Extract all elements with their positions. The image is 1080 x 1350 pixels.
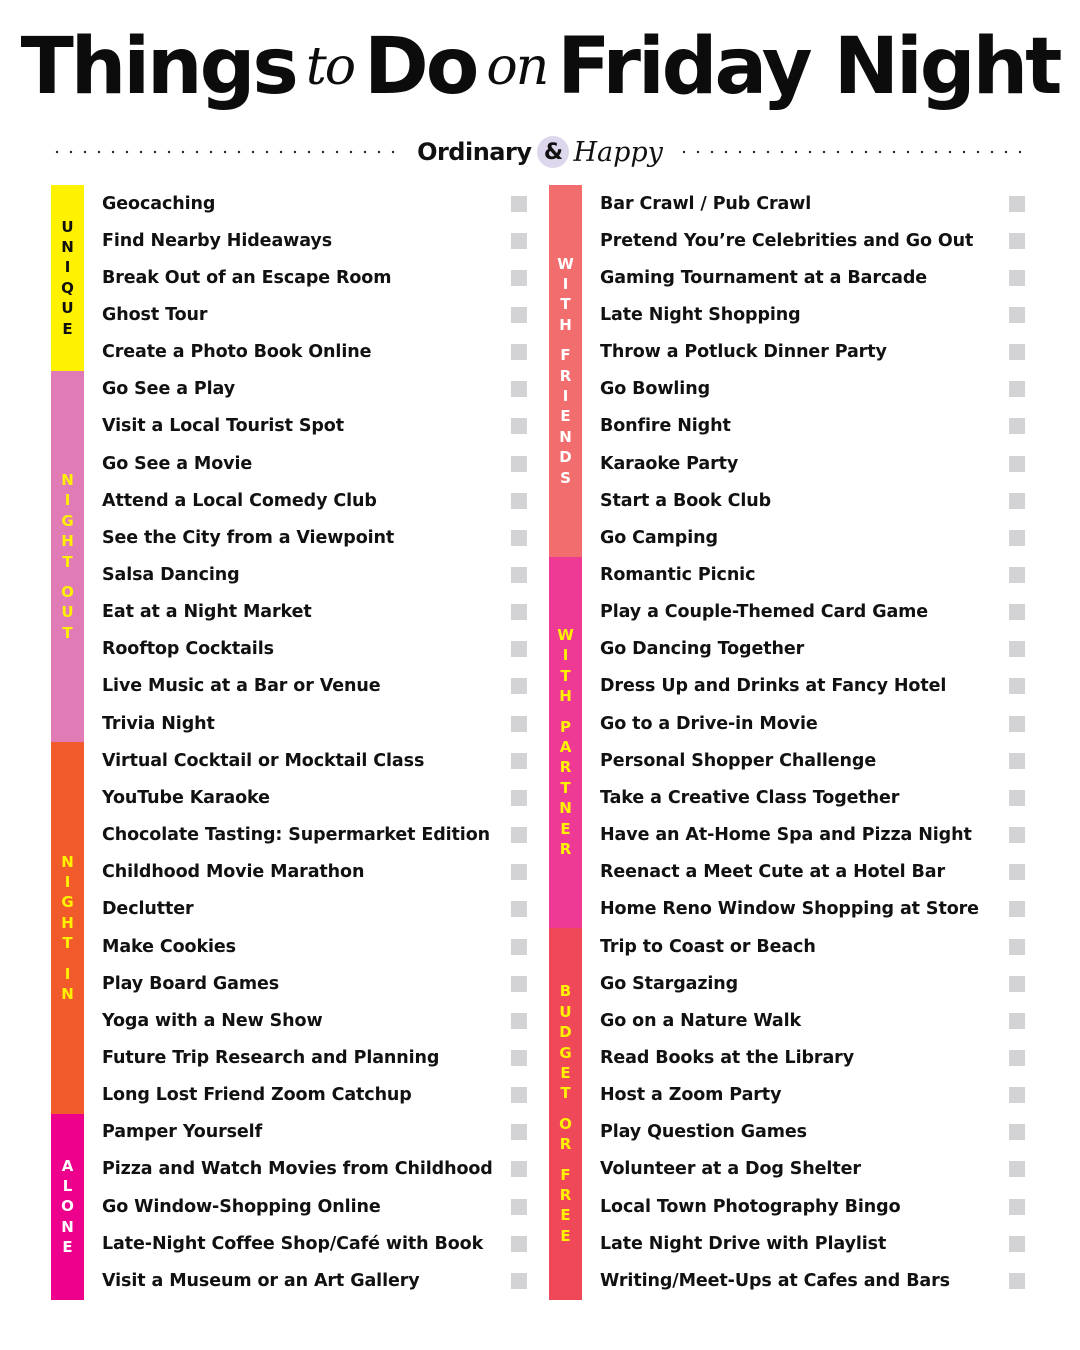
checklist-item: [102, 1114, 532, 1151]
checklist-item: [102, 1039, 532, 1076]
checklist-item: [600, 1225, 1030, 1262]
checklist-item-label: Pizza and Watch Movies from Childhood: [102, 1159, 493, 1180]
category-letter: F: [560, 1165, 571, 1184]
checklist-item-label: Attend a Local Comedy Club: [102, 490, 377, 511]
checkbox[interactable]: [511, 493, 527, 509]
checklist-item-label: Go on a Nature Walk: [600, 1010, 802, 1031]
category-letter: L: [62, 1177, 73, 1196]
checkbox[interactable]: [1009, 753, 1025, 769]
checklist-item-label: Go Dancing Together: [600, 639, 805, 660]
checklist-item-label: Read Books at the Library: [600, 1047, 855, 1068]
checklist-item-label: Ghost Tour: [102, 304, 208, 325]
category-letter: I: [562, 274, 569, 293]
checkbox[interactable]: [511, 270, 527, 286]
checkbox[interactable]: [1009, 456, 1025, 472]
checklist-item-label: See the City from a Viewpoint: [102, 527, 395, 548]
checklist-item: [600, 185, 1030, 222]
checklist-item: [102, 668, 532, 705]
checklist-item-label: Late Night Shopping: [600, 304, 801, 325]
category-bar-night-in: [51, 742, 84, 1114]
checklist-item-label: Romantic Picnic: [600, 565, 756, 585]
brand-logo: [403, 136, 677, 168]
title-friday-night: Friday Night: [557, 22, 1060, 112]
checkbox[interactable]: [511, 976, 527, 992]
checkbox[interactable]: [1009, 604, 1025, 620]
category-letter: T: [560, 666, 571, 685]
checkbox[interactable]: [1009, 196, 1025, 212]
category-letter: T: [62, 623, 73, 642]
category-letter: O: [61, 1197, 74, 1216]
category-letter: W: [557, 254, 574, 273]
category-letter: I: [64, 873, 71, 892]
checklist-item-label: Long Lost Friend Zoom Catchup: [102, 1085, 412, 1106]
checklist-item: [600, 408, 1030, 445]
checklist-item-label: Childhood Movie Marathon: [102, 862, 365, 883]
checkbox[interactable]: [1009, 270, 1025, 286]
checklist-item-label: Pretend You’re Celebrities and Go Out: [600, 230, 974, 251]
checklist-item: [600, 817, 1030, 854]
checklist-item-label: Have an At-Home Spa and Pizza Night: [600, 825, 972, 846]
brand-ordinary: Ordinary: [417, 138, 532, 166]
checklist-item: [600, 296, 1030, 333]
category-label: [61, 1156, 74, 1258]
checkbox[interactable]: [1009, 790, 1025, 806]
category-label: [61, 217, 74, 339]
checklist-item-label: Chocolate Tasting: Supermarket Edition: [102, 825, 490, 846]
checkbox[interactable]: [511, 827, 527, 843]
checklist-item: [600, 1114, 1030, 1151]
checklist-item: [600, 668, 1030, 705]
checklist-item-label: Bar Crawl / Pub Crawl: [600, 193, 812, 214]
checklist-item-label: Trip to Coast or Beach: [600, 936, 816, 957]
checklist-item-label: Go Camping: [600, 527, 718, 548]
checklist-item-label: Host a Zoom Party: [600, 1085, 782, 1106]
checklist-item-label: Visit a Local Tourist Spot: [102, 416, 344, 437]
checkbox[interactable]: [1009, 976, 1025, 992]
checklist-item-label: Live Music at a Bar or Venue: [102, 676, 381, 697]
checklist-item: [102, 1262, 532, 1299]
brand-ampersand-circle: &: [537, 136, 569, 168]
checklist-item: [102, 408, 532, 445]
checkbox[interactable]: [511, 716, 527, 732]
checklist-item-label: Start a Book Club: [600, 490, 772, 511]
checklist-item: [102, 1188, 532, 1225]
checklist-item: [600, 371, 1030, 408]
checkbox[interactable]: [1009, 716, 1025, 732]
category-letter: W: [557, 626, 574, 645]
checklist-item: [102, 334, 532, 371]
category-letter: I: [64, 964, 71, 983]
checklist-item: [102, 779, 532, 816]
checklist-item-label: Eat at a Night Market: [102, 602, 312, 623]
category-letter: E: [560, 407, 571, 426]
checklist-item-label: YouTube Karaoke: [102, 787, 270, 808]
checkbox[interactable]: [511, 641, 527, 657]
checkbox[interactable]: [511, 1087, 527, 1103]
checklist-item-label: Late Night Drive with Playlist: [600, 1233, 887, 1254]
checklist-item: [600, 965, 1030, 1002]
checklist-item: [600, 891, 1030, 928]
category-letter: I: [562, 646, 569, 665]
checklist-item-label: Personal Shopper Challenge: [600, 750, 877, 771]
category-letter: P: [559, 717, 571, 736]
category-label: [557, 254, 574, 488]
checklist-item-label: Play Question Games: [600, 1122, 807, 1143]
checklist-item-label: Declutter: [102, 899, 194, 920]
category-letter: N: [61, 984, 74, 1003]
checklist-item-label: Volunteer at a Dog Shelter: [600, 1159, 861, 1180]
checkbox[interactable]: [1009, 1050, 1025, 1066]
brand-row: [50, 132, 1030, 172]
checkbox[interactable]: [511, 530, 527, 546]
category-letter: F: [560, 346, 571, 365]
checklist-item-label: Salsa Dancing: [102, 565, 240, 585]
checklist-item: [600, 519, 1030, 556]
checklist-item-label: Home Reno Window Shopping at Store: [600, 899, 979, 920]
page-title: [0, 22, 1080, 112]
checklist-item: [102, 891, 532, 928]
checkbox[interactable]: [1009, 901, 1025, 917]
category-letter: R: [559, 1135, 572, 1154]
checklist-item: [600, 1262, 1030, 1299]
checkbox[interactable]: [511, 344, 527, 360]
checklist-item: [600, 334, 1030, 371]
checklist-item: [102, 259, 532, 296]
checkbox[interactable]: [511, 567, 527, 583]
checkbox[interactable]: [511, 1161, 527, 1177]
checklist-item: [600, 1151, 1030, 1188]
category-letter: T: [560, 295, 571, 314]
category-letter: T: [62, 934, 73, 953]
checkbox[interactable]: [511, 381, 527, 397]
category-letter: N: [559, 427, 572, 446]
category-letter: R: [559, 758, 572, 777]
title-to: to: [305, 37, 355, 97]
checkbox[interactable]: [511, 790, 527, 806]
category-letter: H: [61, 532, 74, 551]
checkbox[interactable]: [1009, 678, 1025, 694]
category-label: [557, 625, 574, 859]
checkbox[interactable]: [511, 753, 527, 769]
title-do: Do: [364, 22, 477, 112]
category-letter: U: [61, 299, 74, 318]
category-letter: N: [559, 799, 572, 818]
checklist-item: [600, 1039, 1030, 1076]
checklist-item: [600, 928, 1030, 965]
category-letter: N: [61, 238, 74, 257]
checklist-item: [102, 965, 532, 1002]
category-letter: D: [559, 1023, 572, 1042]
checklist-item-label: Trivia Night: [102, 713, 215, 734]
checklist-item: [600, 705, 1030, 742]
category-letter: H: [61, 913, 74, 932]
checklist-item: [600, 222, 1030, 259]
checklist-item: [102, 557, 532, 594]
checklist-item-label: Make Cookies: [102, 936, 236, 957]
category-letter: H: [559, 315, 572, 334]
checklist-item: [600, 1077, 1030, 1114]
checkbox[interactable]: [511, 196, 527, 212]
category-bar-budget-or-free: [549, 928, 582, 1300]
checklist-item-label: Virtual Cocktail or Mocktail Class: [102, 750, 425, 771]
checklist-item: [600, 779, 1030, 816]
checkbox[interactable]: [511, 939, 527, 955]
category-letter: D: [559, 448, 572, 467]
checkbox[interactable]: [1009, 418, 1025, 434]
category-letter: Q: [61, 278, 74, 297]
checkbox[interactable]: [511, 864, 527, 880]
checklist-item-label: Break Out of an Escape Room: [102, 267, 392, 288]
checklist-item: [102, 445, 532, 482]
checkbox[interactable]: [1009, 307, 1025, 323]
category-letter: R: [559, 366, 572, 385]
checklist-item-label: Find Nearby Hideaways: [102, 230, 333, 251]
checkbox[interactable]: [511, 901, 527, 917]
checkbox[interactable]: [1009, 493, 1025, 509]
checklist-item-label: Late-Night Coffee Shop/Café with Book: [102, 1233, 484, 1254]
checklist-item-label: Pamper Yourself: [102, 1122, 263, 1143]
category-letter: E: [560, 819, 571, 838]
category-letter: N: [61, 470, 74, 489]
checklist-item: [600, 482, 1030, 519]
checkbox[interactable]: [511, 418, 527, 434]
checklist-item: [102, 1002, 532, 1039]
category-letter: S: [560, 468, 571, 487]
checklist-item: [102, 1077, 532, 1114]
checklist-item: [600, 557, 1030, 594]
category-letter: I: [64, 491, 71, 510]
category-letter: G: [559, 1043, 572, 1062]
checkbox[interactable]: [1009, 567, 1025, 583]
category-letter: E: [62, 319, 73, 338]
checklist-item-label: Take a Creative Class Together: [600, 787, 900, 808]
checkbox[interactable]: [1009, 530, 1025, 546]
checklist-item-label: Yoga with a New Show: [102, 1010, 323, 1031]
checkbox[interactable]: [511, 307, 527, 323]
checklist-item-label: Karaoke Party: [600, 453, 739, 474]
checkbox[interactable]: [511, 1050, 527, 1066]
checkbox[interactable]: [1009, 827, 1025, 843]
checklist-item-label: Go Window-Shopping Online: [102, 1196, 381, 1217]
checkbox[interactable]: [1009, 1124, 1025, 1140]
dotted-divider-left: [50, 150, 403, 154]
checklist-item-label: Play Board Games: [102, 973, 280, 994]
checklist-item-label: Rooftop Cocktails: [102, 639, 274, 660]
checkbox[interactable]: [1009, 864, 1025, 880]
checklist-item: [102, 371, 532, 408]
checkbox[interactable]: [1009, 939, 1025, 955]
category-letter: E: [560, 1063, 571, 1082]
category-letter: G: [61, 893, 74, 912]
checklist-item: [102, 1151, 532, 1188]
category-letter: O: [61, 582, 74, 601]
checklist-item-label: Visit a Museum or an Art Gallery: [102, 1270, 420, 1291]
checklist-item: [600, 854, 1030, 891]
category-letter: B: [559, 982, 572, 1001]
checklist-item: [102, 185, 532, 222]
title-on: on: [486, 37, 548, 97]
checklist-item: [600, 1188, 1030, 1225]
checkbox[interactable]: [1009, 1161, 1025, 1177]
category-letter: N: [61, 1217, 74, 1236]
title-things: Things: [20, 22, 296, 112]
checklist-item-label: Throw a Potluck Dinner Party: [600, 342, 887, 363]
checklist-item: [102, 594, 532, 631]
checklist-item: [600, 742, 1030, 779]
checklist-item-label: Go See a Play: [102, 379, 236, 400]
checklist-item-label: Bonfire Night: [600, 416, 731, 437]
checklist-item: [102, 854, 532, 891]
checklist-item: [600, 1002, 1030, 1039]
checkbox[interactable]: [1009, 381, 1025, 397]
category-letter: T: [560, 1084, 571, 1103]
checklist-item: [102, 222, 532, 259]
category-letter: E: [560, 1206, 571, 1225]
checklist-item-label: Writing/Meet-Ups at Cafes and Bars: [600, 1270, 950, 1291]
checkbox[interactable]: [511, 1273, 527, 1289]
category-letter: R: [559, 840, 572, 858]
checklist-item: [600, 445, 1030, 482]
dotted-divider-right: [677, 150, 1030, 154]
checklist-item: [102, 482, 532, 519]
checklist-item-label: Play a Couple-Themed Card Game: [600, 602, 929, 623]
checkbox[interactable]: [511, 1013, 527, 1029]
checklist-item: [102, 817, 532, 854]
checkbox[interactable]: [511, 1124, 527, 1140]
brand-happy: Happy: [573, 136, 663, 168]
category-label: [61, 470, 74, 643]
checklist-item: [102, 519, 532, 556]
checklist-item-label: Go Bowling: [600, 379, 710, 400]
checkbox[interactable]: [511, 1236, 527, 1252]
checklist-item-label: Gaming Tournament at a Barcade: [600, 267, 928, 288]
checkbox[interactable]: [1009, 1199, 1025, 1215]
checkbox[interactable]: [1009, 233, 1025, 249]
checklist-item: [102, 742, 532, 779]
category-letter: G: [61, 511, 74, 530]
category-letter: H: [559, 687, 572, 706]
checkbox[interactable]: [511, 604, 527, 620]
checkbox[interactable]: [1009, 344, 1025, 360]
category-letter: I: [64, 258, 71, 277]
checklist-item: [600, 594, 1030, 631]
checklist-item: [102, 1225, 532, 1262]
checklist-item-label: Go See a Movie: [102, 453, 253, 474]
category-letter: R: [559, 1185, 572, 1204]
category-letter: E: [62, 1238, 73, 1257]
checklist-item: [102, 631, 532, 668]
checkbox[interactable]: [1009, 1013, 1025, 1029]
checkbox[interactable]: [511, 1199, 527, 1215]
category-label: [61, 852, 74, 1005]
category-bar-alone: [51, 1114, 84, 1300]
category-letter: A: [61, 1156, 74, 1175]
category-letter: E: [560, 1226, 571, 1245]
category-bar-with-friends: [549, 185, 582, 557]
category-letter: U: [61, 217, 74, 236]
checklist-item: [102, 705, 532, 742]
checkbox[interactable]: [1009, 641, 1025, 657]
checklist-item: [600, 259, 1030, 296]
checkbox[interactable]: [511, 233, 527, 249]
category-letter: U: [559, 1002, 572, 1021]
category-bar-night-out: [51, 371, 84, 743]
category-letter: U: [61, 603, 74, 622]
checklist-item-label: Go to a Drive-in Movie: [600, 713, 818, 734]
checkbox[interactable]: [1009, 1087, 1025, 1103]
category-bar-unique: [51, 185, 84, 371]
checkbox[interactable]: [511, 678, 527, 694]
checklist-item-label: Dress Up and Drinks at Fancy Hotel: [600, 676, 947, 697]
checklist-item-label: Geocaching: [102, 193, 216, 214]
checkbox[interactable]: [1009, 1273, 1025, 1289]
checklist-item-label: Future Trip Research and Planning: [102, 1047, 440, 1068]
checklist-item-label: Reenact a Meet Cute at a Hotel Bar: [600, 862, 945, 883]
category-bar-with-partner: [549, 557, 582, 929]
checkbox[interactable]: [1009, 1236, 1025, 1252]
checklist-item: [102, 928, 532, 965]
checklist-item: [102, 296, 532, 333]
checkbox[interactable]: [511, 456, 527, 472]
category-letter: O: [559, 1114, 572, 1133]
checklist-item-label: Go Stargazing: [600, 973, 739, 994]
category-letter: A: [559, 738, 572, 757]
category-letter: T: [560, 778, 571, 797]
checklist-item: [600, 631, 1030, 668]
category-letter: N: [61, 852, 74, 871]
category-letter: T: [62, 552, 73, 571]
category-label: [559, 981, 572, 1246]
checklist-item-label: Local Town Photography Bingo: [600, 1196, 901, 1217]
category-letter: I: [562, 386, 569, 405]
checklist-item-label: Create a Photo Book Online: [102, 342, 372, 363]
